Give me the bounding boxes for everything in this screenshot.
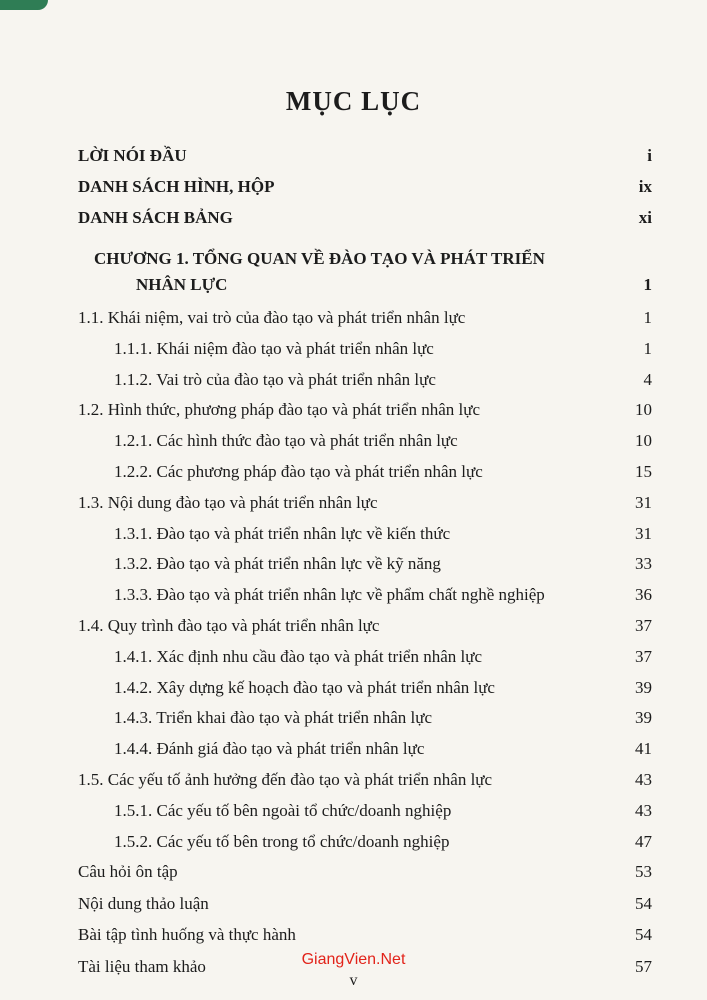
corner-tab (0, 0, 48, 10)
toc-page: 1 (643, 275, 652, 294)
toc-label: 1.3. Nội dung đào tạo và phát triển nhân lực (78, 492, 378, 512)
toc-label: DANH SÁCH BẢNG (78, 208, 233, 227)
toc-page: xi (638, 208, 652, 227)
toc-label: 1.3.2. Đào tạo và phát triển nhân lực về kỹ năng (114, 554, 441, 574)
toc-label: 1.1.2. Vai trò của đào tạo và phát triển nhân lực (114, 369, 436, 389)
chapter-title-line-2: NHÂN LỰC (136, 275, 228, 294)
toc-label: 1.4.3. Triển khai đào tạo và phát triển nhân lực (114, 708, 432, 728)
toc-page: 54 (635, 925, 652, 945)
toc-label: 1.1.1. Khái niệm đào tạo và phát triển nhân lực (114, 338, 434, 358)
toc-entry[interactable] (78, 616, 652, 647)
toc-page: i (647, 146, 652, 165)
toc-entry[interactable] (78, 647, 652, 678)
page-title: MỤC LỤC (285, 86, 422, 116)
toc-entry[interactable] (78, 308, 652, 339)
toc-entry-tables[interactable] (78, 208, 652, 239)
toc-page: 37 (635, 646, 652, 666)
page-number: v (349, 972, 358, 989)
toc-page: 47 (635, 831, 652, 851)
toc-page: 43 (635, 769, 652, 789)
toc-page: 54 (635, 893, 652, 913)
toc-entry[interactable] (78, 554, 652, 585)
toc-label: 1.3.3. Đào tạo và phát triển nhân lực về phẩm chất nghề nghiệp (114, 585, 545, 605)
watermark-brand: GiangVien.Net (301, 951, 406, 968)
toc-entry[interactable] (78, 524, 652, 555)
toc-label: 1.4.1. Xác định nhu cầu đào tạo và phát triển nhân lực (114, 646, 482, 666)
toc-label: 1.3.1. Đào tạo và phát triển nhân lực về kiến thức (114, 523, 451, 543)
toc-label: 1.2.1. Các hình thức đào tạo và phát triển nhân lực (114, 431, 458, 451)
toc-label: LỜI NÓI ĐẦU (78, 146, 187, 165)
toc-page: 41 (635, 739, 652, 759)
chapter-title-line-1: CHƯƠNG 1. TỔNG QUAN VỀ ĐÀO TẠO VÀ PHÁT TRIỂN (94, 249, 545, 268)
toc-entry[interactable] (78, 801, 652, 832)
toc-page: 1 (643, 308, 652, 327)
toc-label: 1.2. Hình thức, phương pháp đào tạo và phát triển nhân lực (78, 400, 481, 420)
toc-label: Bài tập tình huống và thực hành (78, 925, 296, 945)
toc-page: 57 (635, 956, 652, 976)
toc-label: Câu hỏi ôn tập (78, 862, 178, 882)
toc-entry[interactable] (78, 400, 652, 431)
toc-label: Nội dung thảo luận (78, 893, 209, 913)
toc-entry[interactable] (78, 708, 652, 739)
toc-label: 1.5.1. Các yếu tố bên ngoài tổ chức/doanh nghiệp (114, 800, 452, 820)
toc-entry-preface[interactable] (78, 146, 652, 177)
toc-page: 4 (643, 369, 652, 389)
toc-entry[interactable] (78, 431, 652, 462)
toc-label: 1.2.2. Các phương pháp đào tạo và phát triển nhân lực (114, 461, 483, 481)
toc-entry[interactable] (78, 370, 652, 401)
toc-page: 43 (635, 800, 652, 820)
toc-entry[interactable] (78, 339, 652, 370)
table-of-contents (78, 146, 652, 988)
toc-entry-figures[interactable] (78, 177, 652, 208)
toc-page: 53 (635, 862, 652, 882)
toc-label: 1.4. Quy trình đào tạo và phát triển nhân lực (78, 615, 380, 635)
toc-page: 36 (635, 585, 652, 605)
toc-page: 1 (643, 338, 652, 358)
toc-entry[interactable] (78, 462, 652, 493)
toc-label: 1.5.2. Các yếu tố bên trong tổ chức/doanh nghiệp (114, 831, 450, 851)
toc-entries (78, 308, 652, 988)
toc-page: 33 (635, 554, 652, 574)
toc-page: 37 (635, 615, 652, 635)
toc-label: 1.1. Khái niệm, vai trò của đào tạo và phát triển nhân lực (78, 308, 466, 327)
toc-page: 10 (635, 400, 652, 420)
toc-label: DANH SÁCH HÌNH, HỘP (78, 177, 275, 196)
toc-page: 31 (635, 492, 652, 512)
toc-label: 1.4.2. Xây dựng kế hoạch đào tạo và phát triển nhân lực (114, 677, 495, 697)
toc-label: Tài liệu tham khảo (78, 956, 206, 976)
toc-page: 10 (635, 431, 652, 451)
toc-page: ix (638, 177, 652, 196)
toc-entry[interactable] (78, 678, 652, 709)
toc-entry[interactable] (78, 894, 652, 926)
toc-entry[interactable] (78, 832, 652, 863)
toc-entry[interactable] (78, 585, 652, 616)
toc-page: 39 (635, 677, 652, 697)
toc-label: 1.5. Các yếu tố ảnh hưởng đến đào tạo và phát triển nhân lực (78, 769, 493, 789)
toc-chapter-1[interactable] (78, 249, 652, 308)
toc-entry[interactable] (78, 770, 652, 801)
toc-entry[interactable] (78, 739, 652, 770)
toc-page: 15 (635, 461, 652, 481)
toc-entry[interactable] (78, 862, 652, 894)
toc-page: 39 (635, 708, 652, 728)
toc-label: 1.4.4. Đánh giá đào tạo và phát triển nhân lực (114, 739, 425, 759)
toc-entry[interactable] (78, 493, 652, 524)
toc-page: 31 (635, 523, 652, 543)
